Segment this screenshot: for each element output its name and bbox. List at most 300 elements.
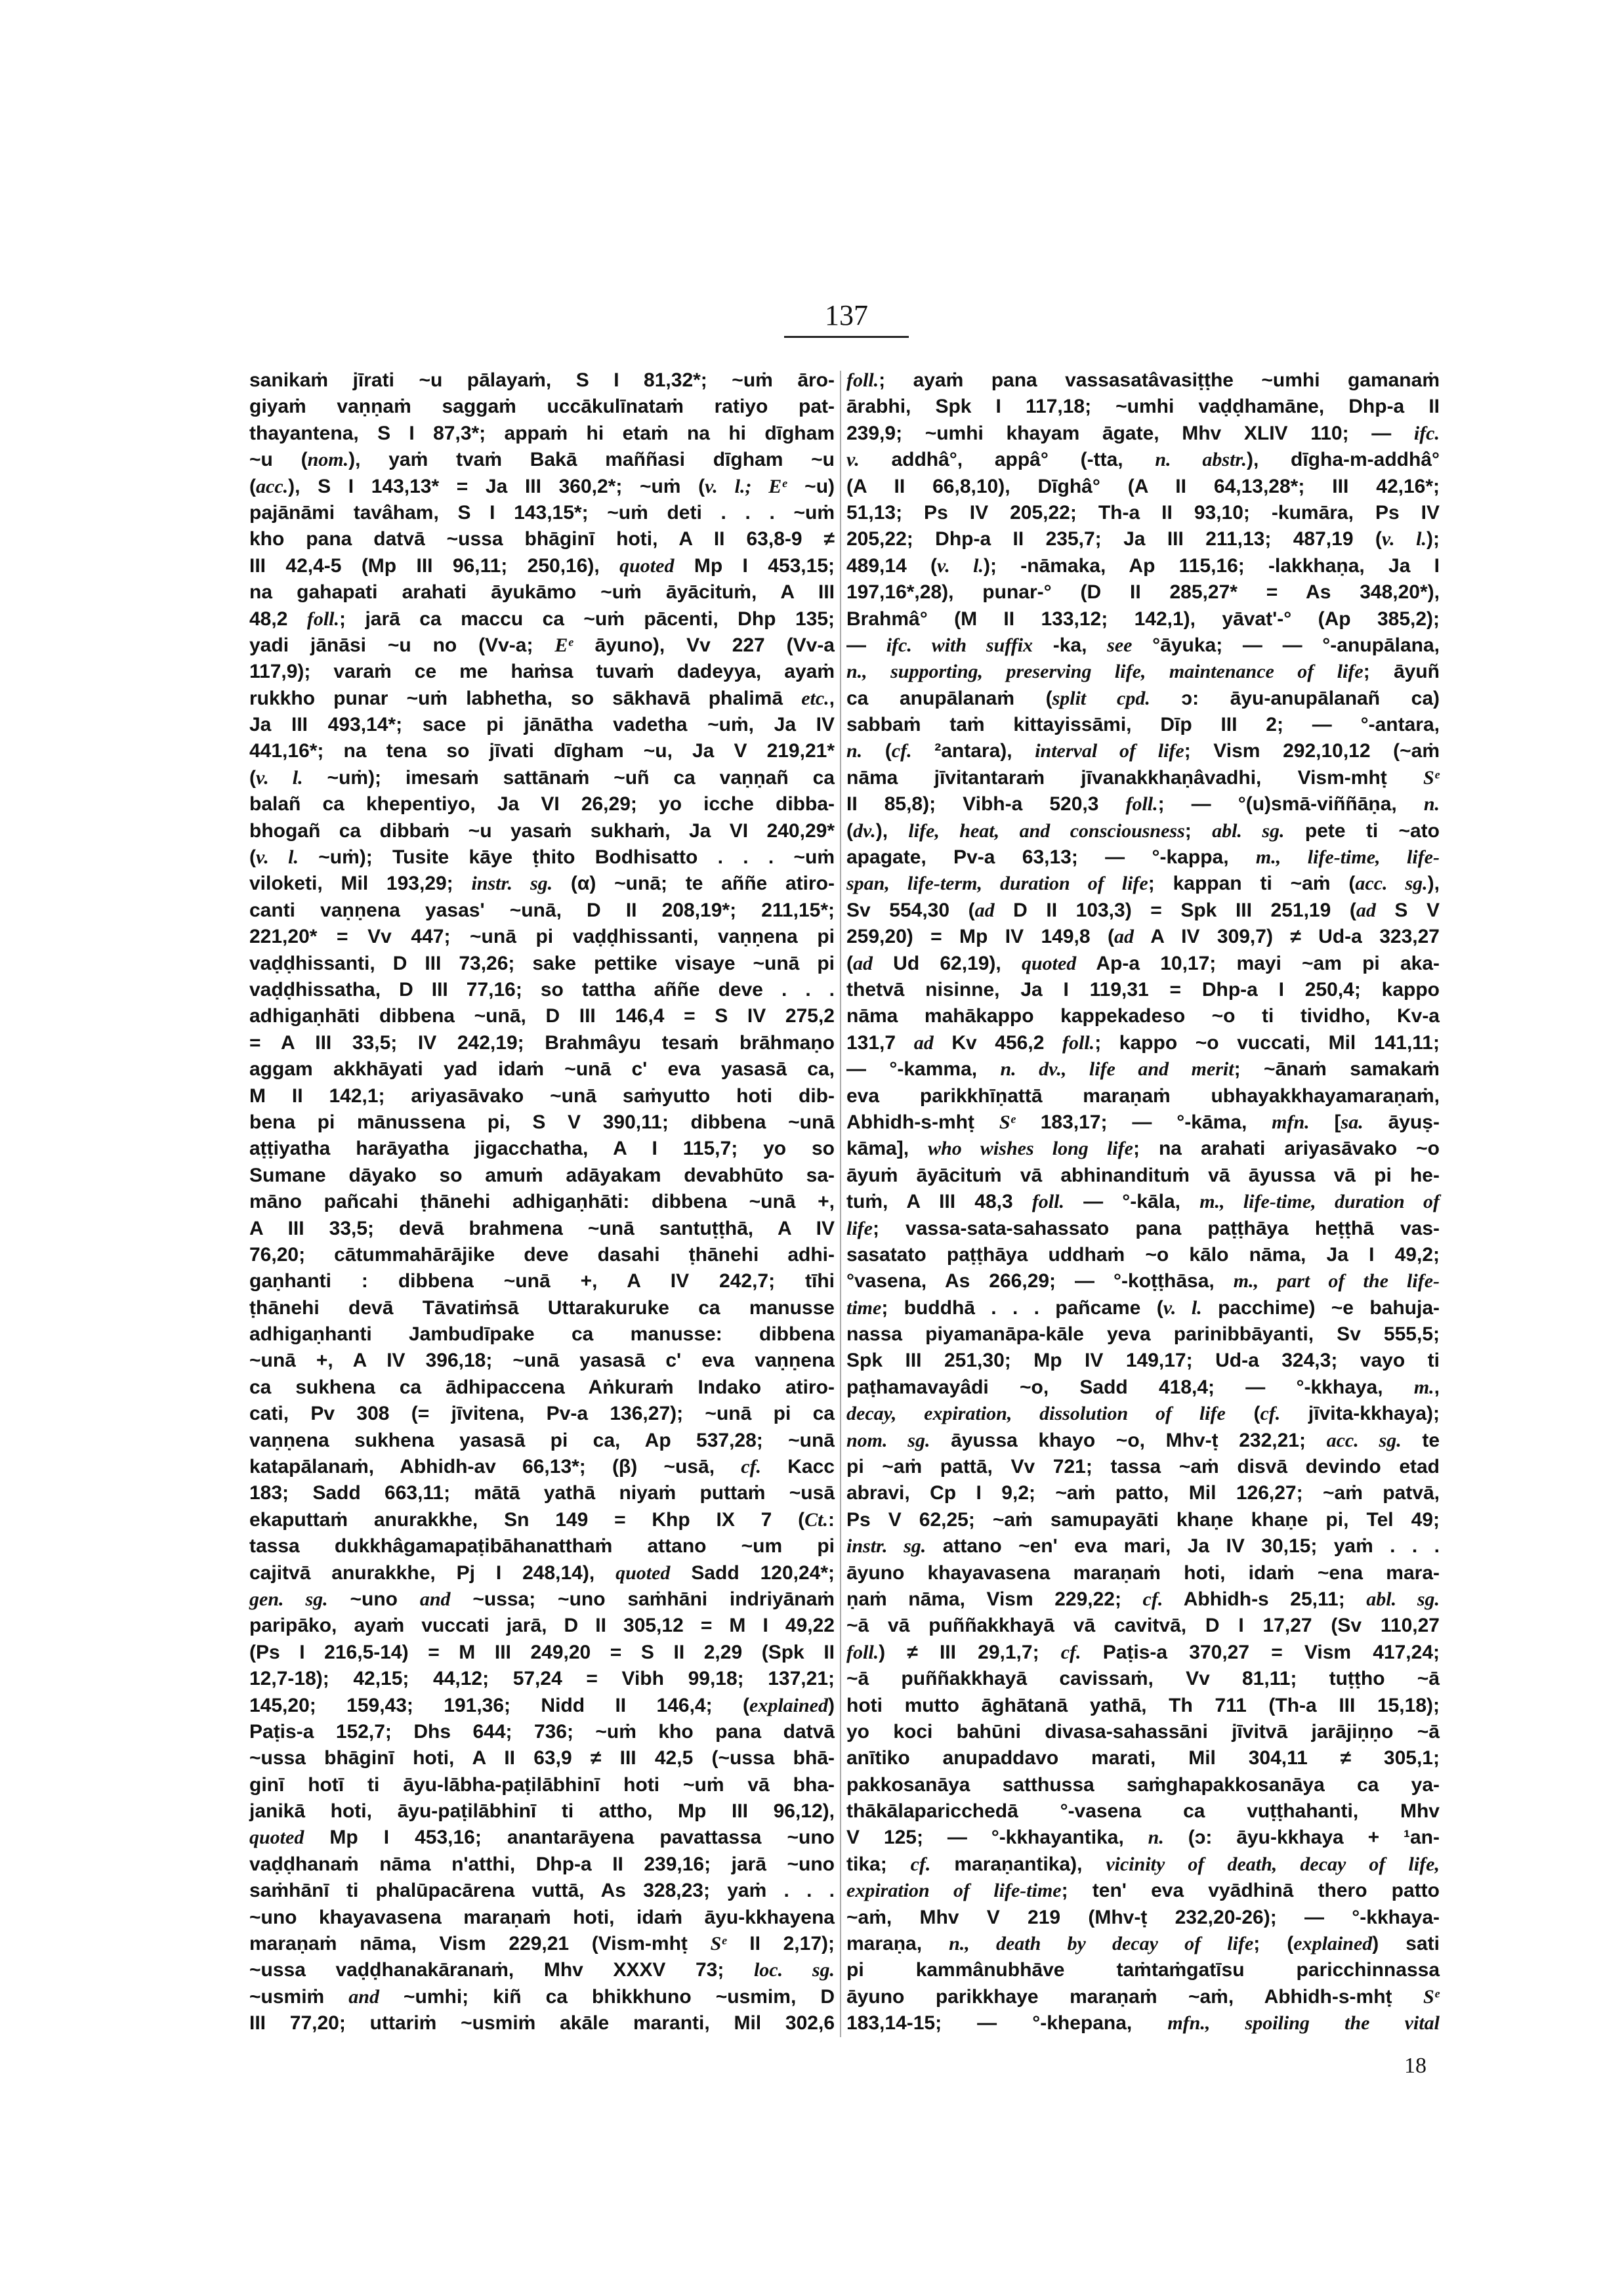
text-line (249, 951, 835, 977)
text-segment: tuṁ, A III 48,3 (846, 1191, 1032, 1213)
text-line (846, 1586, 1440, 1613)
italic-segment: ad (974, 899, 995, 921)
text-segment: saṁhānī ti phalūpacārena vuttā, As 328,23; yaṁ . . . (249, 1880, 835, 1902)
text-segment: ~uṁ); Tusite kāye ṭhito Bodhisatto . . . ~uṁ (298, 846, 835, 869)
italic-segment: n. (846, 740, 863, 762)
italic-segment: acc. (256, 475, 289, 497)
text-segment: āyuno parikkhaye maraṇaṁ ~aṁ, Abhidh-s-mhṭ (846, 1985, 1424, 2008)
italic-segment: dv. (853, 819, 876, 842)
text-line (249, 1507, 835, 1533)
text-segment: ~u) (787, 475, 835, 497)
text-line (249, 898, 835, 924)
text-line (249, 686, 835, 712)
italic-segment: ad (853, 952, 873, 974)
text-line (846, 791, 1440, 817)
text-line (846, 1189, 1440, 1215)
text-segment: ( (249, 475, 256, 497)
text-segment: Ja III 493,14*; sace pi jānātha vadetha ~uṁ, Ja IV (249, 714, 835, 736)
text-line (249, 1295, 835, 1321)
text-line (846, 1454, 1440, 1480)
text-segment: pacchime) ~e bahuja- (1201, 1296, 1440, 1319)
text-segment: ~uṁ); imesaṁ sattānaṁ ~uñ ca vaṇṇañ ca (302, 766, 835, 789)
text-segment: pi ~aṁ pattā, Vv 721; tassa ~aṁ disvā devindo etad (846, 1456, 1440, 1478)
text-line (249, 738, 835, 764)
text-segment: addhâ°, appâ° (-tta, (859, 449, 1156, 471)
text-segment: 489,14 ( (846, 554, 938, 577)
text-segment: Mp I 453,16; anantarāyena pavattassa ~uno (304, 1827, 835, 1849)
page-number: 137 (825, 299, 868, 331)
text-line (249, 1056, 835, 1083)
text-segment: ) sati (1372, 1933, 1440, 1955)
text-line (846, 1772, 1440, 1798)
text-segment: 145,20; 159,43; 191,36; Nidd II 146,4; ( (249, 1694, 749, 1716)
text-segment: 51,13; Ps IV 205,22; Th-a II 93,10; -kumāra, Ps IV (846, 501, 1440, 524)
italic-segment: mfn. (1272, 1111, 1310, 1133)
italic-segment: quoted (615, 1561, 671, 1584)
text-line (249, 977, 835, 1003)
italic-segment: acc. sg. (1326, 1429, 1402, 1451)
italic-segment: sa. (1341, 1111, 1364, 1133)
text-line (846, 1533, 1440, 1560)
text-line (249, 579, 835, 606)
text-line (249, 1745, 835, 1771)
text-line (846, 1640, 1440, 1666)
text-line (846, 738, 1440, 764)
text-line (846, 1745, 1440, 1771)
text-line (846, 1428, 1440, 1454)
text-segment: V 125; — °-kkhayantika, (846, 1827, 1148, 1849)
text-segment: ; ~ānaṁ samakaṁ (1234, 1058, 1440, 1081)
italic-segment: nom. sg. (846, 1429, 930, 1451)
text-segment: ; ( (1253, 1933, 1294, 1955)
italic-segment: vicinity of death, decay of life, (1106, 1853, 1440, 1875)
italic-segment: who wishes long life (928, 1138, 1133, 1160)
text-line (249, 1905, 835, 1931)
text-segment: vaḍḍhissatha, D III 77,16; so tattha aññe deve . . . (249, 978, 835, 1001)
italic-segment: m. (1413, 1376, 1434, 1398)
text-line (249, 765, 835, 791)
text-segment: 117,9); varaṁ ce me haṁsa tuvaṁ dadeyya, ayaṁ (249, 661, 835, 683)
text-line (846, 1693, 1440, 1719)
text-line (249, 1216, 835, 1242)
text-segment: ; buddhā . . . pañcame ( (881, 1296, 1163, 1319)
text-line (249, 474, 835, 500)
text-segment: eva parikkhīṇattā maraṇaṁ ubhayakkhayamaraṇaṁ, (846, 1085, 1440, 1107)
italic-segment: cf. (910, 1853, 931, 1875)
text-segment: ārabhi, Spk I 117,18; ~umhi vaḍḍhamāne, Dhp-a II (846, 396, 1440, 418)
text-line (846, 1136, 1440, 1162)
text-segment: Ap-a 10,17; mayi ~am pi aka- (1076, 952, 1440, 974)
text-segment: Ud 62,19), (873, 952, 1022, 974)
text-line (249, 844, 835, 871)
text-line (249, 1798, 835, 1825)
text-line (249, 553, 835, 579)
text-line (249, 659, 835, 685)
text-line (846, 1242, 1440, 1268)
text-segment: tika; (846, 1853, 911, 1875)
text-line (846, 632, 1440, 659)
text-segment: ~u ( (249, 449, 308, 471)
text-segment: Kv 456,2 (933, 1031, 1063, 1054)
text-segment: Spk III 251,30; Mp IV 149,17; Ud-a 324,3; vayo ti (846, 1350, 1440, 1372)
text-line (249, 1454, 835, 1480)
text-line (846, 1798, 1440, 1825)
text-segment: ; Vism 292,10,12 (~aṁ (1184, 740, 1440, 762)
text-line (846, 1613, 1440, 1639)
text-line (846, 951, 1440, 977)
italic-segment: quoted (619, 554, 675, 577)
column-divider (840, 371, 841, 2037)
right-column (846, 367, 1440, 2037)
text-line (249, 924, 835, 950)
italic-segment: foll. (846, 1641, 879, 1663)
text-segment: ( (249, 766, 256, 789)
text-segment: attano ~en' eva mari, Ja IV 30,15; yaṁ . . . (926, 1535, 1440, 1558)
text-segment: ~ussa bhāginī hoti, A II 63,9 ≠ III 42,5 (~ussa bhā- (249, 1747, 835, 1769)
italic-segment: foll. (1125, 793, 1158, 816)
text-segment: ~usmiṁ (249, 1985, 349, 2008)
text-segment: sasatato paṭṭhāya uddhaṁ ~o kālo nāma, Ja I 49,2; (846, 1243, 1440, 1266)
text-line (846, 1507, 1440, 1533)
text-segment: ( (862, 740, 892, 762)
text-segment: āyussa khayo ~o, Mhv-ṭ 232,21; (930, 1429, 1327, 1451)
text-segment: II 85,8); Vibh-a 520,3 (846, 793, 1126, 816)
italic-segment: Sᵉ (1423, 1985, 1440, 2008)
text-segment: maraṇantika), (930, 1853, 1106, 1875)
text-segment: 131,7 (846, 1031, 914, 1054)
text-segment: paripāko, ayaṁ vuccati jarā, D II 305,12 = M I 49,22 (249, 1615, 835, 1637)
text-segment: Sumane dāyako so amuṁ adāyakam devabhūto sa- (249, 1164, 835, 1186)
text-segment: Kacc (761, 1456, 835, 1478)
text-segment: Ps V 62,25; ~aṁ samupayāti khaṇe khaṇe pi, Tel 49; (846, 1508, 1440, 1531)
text-line (846, 1666, 1440, 1692)
text-line (846, 526, 1440, 552)
text-segment: ), dīgha-m-addhâ° (1246, 449, 1440, 471)
italic-segment: acc. sg. (1355, 873, 1428, 895)
text-segment: ; kappo ~o vuccati, Mil 141,11; (1094, 1031, 1440, 1054)
italic-segment: v. l. (256, 766, 303, 789)
text-line (846, 1268, 1440, 1294)
italic-segment: ad (1114, 926, 1134, 948)
text-line (249, 1719, 835, 1745)
left-column (249, 367, 835, 2037)
text-segment: bena pi mānussena pi, S V 390,11; dibbena ~unā (249, 1111, 835, 1133)
text-line (249, 1613, 835, 1639)
text-line (846, 712, 1440, 738)
text-segment: ; vassa-sata-sahassato pana paṭṭhāya heṭṭhā vas- (872, 1217, 1440, 1239)
text-line (249, 1560, 835, 1586)
text-segment: — °-kāla, (1064, 1191, 1200, 1213)
text-segment: 259,20) = Mp IV 149,8 ( (846, 926, 1114, 948)
text-line (249, 1984, 835, 2010)
text-segment: III 42,4-5 (Mp III 96,11; 250,16), (249, 554, 620, 577)
text-line (846, 765, 1440, 791)
text-line (249, 1030, 835, 1056)
text-segment: nassa piyamanāpa-kāle yeva parinibbāyanti, Sv 555,5; (846, 1323, 1440, 1346)
italic-segment: v. l. (937, 554, 984, 577)
text-segment: , (829, 687, 835, 709)
text-segment: janikā hoti, āyu-paṭilābhinī ti attho, Mp III 96,12), (249, 1800, 835, 1823)
text-segment: bhogañ ca dibbaṁ ~u yasaṁ sukhaṁ, Ja VI 240,29* (249, 819, 835, 842)
text-segment: ṭhānehi devā Tāvatiṁsā Uttarakuruke ca manusse (249, 1296, 835, 1319)
text-segment: ca sukhena ca ādhipaccena Aṅkuraṁ Indako atiro- (249, 1376, 835, 1398)
text-segment: gaṇhanti : dibbena ~unā +, A IV 242,7; tīhi (249, 1270, 835, 1292)
text-line (846, 1109, 1440, 1136)
text-line (846, 686, 1440, 712)
text-segment: -ka, (1033, 634, 1108, 656)
italic-segment: ad (1356, 899, 1376, 921)
text-line (249, 421, 835, 447)
text-segment: ~ussa vaḍḍhanakāranaṁ, Mhv XXXV 73; (249, 1959, 754, 1981)
text-segment: adhigaṇhanti Jambudīpake ca manusse: dibbena (249, 1323, 835, 1346)
italic-segment: v. l. (256, 846, 299, 869)
italic-segment: and (419, 1588, 451, 1610)
text-segment: ~ussa; ~uno saṁhāni indriyānaṁ (450, 1588, 835, 1610)
italic-segment: loc. sg. (753, 1959, 835, 1981)
text-segment: kho pana datvā ~ussa bhāginī hoti, A II 63,8-9 ≠ (249, 528, 835, 550)
signature-mark: 18 (1404, 2054, 1426, 2078)
text-segment: yo koci bahūni divasa-sahassāni jīvitvā jarājiṇṇo ~ā (846, 1720, 1440, 1743)
text-segment: ( (1225, 1403, 1260, 1425)
text-segment: ~aṁ, Mhv V 219 (Mhv-ṭ 232,20-26); — °-kkhaya- (846, 1906, 1440, 1928)
italic-segment: v. (846, 449, 860, 471)
text-segment: ; āyuñ (1363, 661, 1440, 683)
text-segment: ( (846, 952, 853, 974)
text-segment: sanikaṁ jīrati ~u pālayaṁ, S I 81,32*; ~uṁ āro- (249, 369, 835, 391)
text-line (846, 1825, 1440, 1851)
text-segment: balañ ca khepentiyo, Ja VI 26,29; yo icche dibba- (249, 793, 835, 816)
text-segment: pete ti ~ato (1284, 819, 1440, 842)
italic-segment: Eᵉ (554, 634, 573, 656)
text-segment: 205,22; Dhp-a II 235,7; Ja III 211,13; 487,19 ( (846, 528, 1382, 550)
text-segment: paṭhamavayâdi ~o, Sadd 418,4; — °-kkhaya, (846, 1376, 1414, 1398)
text-segment: 239,9; ~umhi khayam āgate, Mhv XLIV 110; — (846, 422, 1414, 444)
italic-segment: etc. (801, 687, 829, 709)
text-segment: ~unā +, A IV 396,18; ~unā yasasā c' eva vaṇṇena (249, 1350, 835, 1372)
text-segment: ); (1426, 528, 1440, 550)
text-segment: pi kammânubhāve taṁtaṁgatīsu paricchinnassa (846, 1959, 1440, 1981)
text-line (249, 1375, 835, 1401)
text-segment: Paṭis-a 370,27 = Vism 417,24; (1081, 1641, 1440, 1663)
text-segment: 76,20; cātummahārājike deve dasahi ṭhānehi adhi- (249, 1243, 835, 1266)
text-segment: II 2,17); (726, 1933, 835, 1955)
italic-segment: m., part of the life- (1233, 1270, 1440, 1292)
text-segment: ; (1184, 819, 1213, 842)
text-segment: ekaputtaṁ anurakkhe, Sn 149 = Khp IX 7 ( (249, 1508, 805, 1531)
text-line (846, 2010, 1440, 2037)
text-line (249, 1878, 835, 1904)
text-segment: cati, Pv 308 (= jīvitena, Pv-a 136,27); ~unā pi ca (249, 1403, 835, 1425)
text-line (249, 632, 835, 659)
text-segment: hoti mutto āghātanā yathā, Th 711 (Th-a III 15,18); (846, 1694, 1440, 1716)
text-line (249, 500, 835, 526)
italic-segment: span, life-term, duration of life (846, 873, 1148, 895)
italic-segment: ifc. with suffix (886, 634, 1033, 656)
text-segment: (ɔ: āyu-kkhaya + ¹an- (1163, 1827, 1440, 1849)
text-segment: ; jarā ca maccu ca ~uṁ pācenti, Dhp 135; (339, 608, 835, 630)
text-line (846, 898, 1440, 924)
text-line (249, 447, 835, 473)
italic-segment: foll. (846, 369, 879, 391)
text-segment: pakkosanāya satthussa saṁghapakkosanāya ca ya- (846, 1773, 1440, 1796)
text-line (846, 1083, 1440, 1109)
text-line (249, 1957, 835, 1983)
text-segment: III 77,20; uttariṁ ~usmiṁ akāle maranti, Mil 302,6 (249, 2012, 835, 2035)
text-line (249, 818, 835, 844)
italic-segment: instr. sg. (471, 873, 553, 895)
text-segment: vaḍḍhanaṁ nāma n'atthi, Dhp-a II 239,16; jarā ~uno (249, 1853, 835, 1875)
text-line (846, 474, 1440, 500)
italic-segment: cf. (891, 740, 912, 762)
text-segment: ), (1427, 873, 1440, 895)
text-line (846, 1163, 1440, 1189)
text-line (846, 1480, 1440, 1506)
text-segment: Mp I 453,15; (674, 554, 835, 577)
italic-segment: expiration of life-time (846, 1880, 1062, 1902)
italic-segment: see (1107, 634, 1133, 656)
text-line (846, 1931, 1440, 1957)
text-segment: 221,20* = Vv 447; ~unā pi vaḍḍhissanti, vaṇṇena pi (249, 926, 835, 948)
text-segment: Abhidh-s 25,11; (1163, 1588, 1367, 1610)
text-segment: āyuṣ- (1363, 1111, 1440, 1133)
italic-segment: cf. (1260, 1403, 1281, 1425)
italic-segment: Ct. (804, 1508, 828, 1531)
italic-segment: n., death by decay of life (949, 1933, 1254, 1955)
text-segment: ɔ: āyu-anupālanañ ca) (1150, 687, 1440, 709)
text-line (846, 421, 1440, 447)
text-line (846, 1348, 1440, 1374)
italic-segment: and (348, 1985, 379, 2008)
text-line (846, 553, 1440, 579)
italic-segment: abl. sg. (1212, 819, 1285, 842)
text-line (249, 1931, 835, 1957)
text-line (249, 1136, 835, 1162)
text-segment: maraṇaṁ nāma, Vism 229,21 (Vism-mhṭ (249, 1933, 711, 1955)
italic-segment: n. abstr. (1155, 449, 1247, 471)
text-line (846, 924, 1440, 950)
text-segment: āyuṁ āyācituṁ vā abhinandituṁ vā āyussa vā pi he- (846, 1164, 1440, 1186)
text-segment: adhigaṇhāti dibbena ~unā, D III 146,4 = S IV 275,2 (249, 1005, 835, 1027)
italic-segment: ifc. (1413, 422, 1440, 444)
text-segment: Abhidh-s-mhṭ (846, 1111, 999, 1133)
text-line (249, 791, 835, 817)
italic-segment: cf. (1142, 1588, 1163, 1610)
text-line (846, 659, 1440, 685)
text-segment: °āyuka; — — °-anupālana, (1132, 634, 1440, 656)
text-segment: , (1434, 1376, 1440, 1398)
text-line (249, 1428, 835, 1454)
text-line (846, 1401, 1440, 1427)
text-segment: ; kappan ti ~aṁ ( (1148, 873, 1356, 895)
text-segment: āyuno khayavasena maraṇaṁ hoti, idaṁ ~ena mara- (846, 1561, 1440, 1584)
italic-segment: quoted (249, 1827, 304, 1849)
text-segment: ²antara), (911, 740, 1035, 762)
text-segment: ) (828, 1694, 835, 1716)
text-segment: katapālanaṁ, Abhidh-av 66,13*; (β) ~usā, (249, 1456, 741, 1478)
text-line (249, 712, 835, 738)
text-segment: vaḍḍhissanti, D III 73,26; sake pettike visaye ~unā pi (249, 952, 835, 974)
text-segment: ), S I 143,13* = Ja III 360,2*; ~uṁ ( (288, 475, 705, 497)
text-line (846, 1216, 1440, 1242)
text-segment: — °-kamma, (846, 1058, 1001, 1081)
text-segment: D II 103,3) = Spk III 251,19 ( (994, 899, 1356, 921)
italic-segment: abl. sg. (1366, 1588, 1440, 1610)
italic-segment: n. (1148, 1827, 1164, 1849)
italic-segment: Sᵉ (999, 1111, 1016, 1133)
italic-segment: m., life-time, duration of (1199, 1191, 1440, 1213)
text-line (249, 1321, 835, 1348)
text-line (249, 1640, 835, 1666)
text-line (846, 1851, 1440, 1878)
text-line (249, 1825, 835, 1851)
italic-segment: mfn., spoiling the vital (1167, 2012, 1440, 2035)
italic-segment: life (846, 1217, 873, 1239)
italic-segment: n. dv., life and merit (1000, 1058, 1234, 1081)
text-line (846, 1030, 1440, 1056)
text-segment: ; ten' eva vyādhinā thero patto (1061, 1880, 1440, 1902)
text-segment: thayantena, S I 87,3*; appaṁ hi etaṁ na hi dīgham (249, 422, 835, 444)
text-segment: Brahmâ° (M II 133,12; 142,1), yāvat'-° (Ap 385,2); (846, 608, 1440, 630)
italic-segment: ad (913, 1031, 934, 1054)
text-line (846, 1984, 1440, 2010)
italic-segment: m., life-time, life- (1255, 846, 1440, 869)
text-segment: ca anupālanaṁ ( (846, 687, 1052, 709)
text-line (249, 1268, 835, 1294)
text-segment: ginī hotī ti āyu-lābha-paṭilābhinī hoti ~uṁ vā bha- (249, 1773, 835, 1796)
text-line (249, 1242, 835, 1268)
text-line (249, 526, 835, 552)
text-segment: thetvā nisinne, Ja I 119,31 = Dhp-a I 250,4; kappo (846, 978, 1440, 1001)
text-segment: viloketi, Mil 193,29; (249, 873, 472, 895)
text-line (249, 871, 835, 897)
text-line (846, 1878, 1440, 1904)
text-segment: maraṇa, (846, 1933, 949, 1955)
italic-segment: explained (749, 1694, 828, 1716)
text-segment: yadi jānāsi ~u no (Vv-a; (249, 634, 555, 656)
text-line (846, 977, 1440, 1003)
text-segment: A III 33,5; devā brahmena ~unā santuṭṭhā, A IV (249, 1217, 835, 1239)
text-line (249, 1772, 835, 1798)
text-segment: ~umhi; kiñ ca bhikkhuno ~usmim, D (379, 1985, 835, 2008)
text-segment: 441,16*; na tena so jīvati dīgham ~u, Ja V 219,21* (249, 740, 835, 762)
text-line (249, 1003, 835, 1029)
italic-segment: cf. (741, 1456, 762, 1478)
text-segment: 183,14-15; — °-khepana, (846, 2012, 1168, 2035)
text-segment: māno pañcahi ṭhānehi adhigaṇhāti: dibbena ~unā +, (249, 1191, 835, 1213)
text-segment: — (846, 634, 886, 656)
text-line (846, 606, 1440, 632)
text-segment: ; na arahati ariyasāvako ~o (1133, 1138, 1440, 1160)
text-segment: ) ≠ III 29,1,7; (879, 1641, 1061, 1663)
text-segment: M II 142,1; ariyasāvako ~unā saṁyutto hoti dib- (249, 1085, 835, 1107)
text-segment: ( (249, 846, 256, 869)
italic-segment: split cpd. (1052, 687, 1150, 709)
text-segment: Sv 554,30 ( (846, 899, 975, 921)
italic-segment: life, heat, and consciousness (908, 819, 1185, 842)
text-segment: ~ā vā puññakkhayā vā cavitvā, D I 17,27 (Sv 110,27 (846, 1615, 1440, 1637)
text-line (249, 1163, 835, 1189)
italic-segment: quoted (1021, 952, 1077, 974)
text-segment: [ (1309, 1111, 1341, 1133)
text-line (249, 1693, 835, 1719)
text-segment: ~uno khayavasena maraṇaṁ hoti, idaṁ āyu-kkhayena (249, 1906, 835, 1928)
text-segment: aggam akkhāyati yad idaṁ ~unā c' eva yasasā ca, (249, 1058, 835, 1081)
text-line (249, 1480, 835, 1506)
text-segment: pajānāmi tavâham, S I 143,15*; ~uṁ deti . . . ~uṁ (249, 501, 835, 524)
text-segment: canti vaṇṇena yasas' ~unā, D II 208,19*; 211,15*; (249, 899, 835, 921)
text-line (846, 1905, 1440, 1931)
text-segment: nāma mahākappo kappekadeso ~o ti tividho, Kv-a (846, 1005, 1440, 1027)
